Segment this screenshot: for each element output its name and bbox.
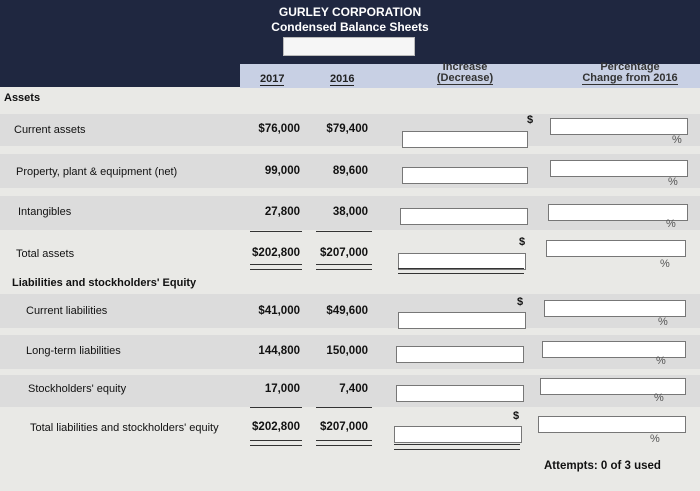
increase-input[interactable] [396, 385, 524, 402]
value-2016: 38,000 [332, 206, 368, 218]
increase-input[interactable] [396, 346, 524, 363]
row-intangibles [0, 196, 700, 230]
percentage-input[interactable] [540, 378, 686, 395]
heading-input[interactable] [283, 37, 415, 56]
row-current-liabilities [0, 294, 700, 328]
attempts-counter: Attempts: 0 of 3 used [544, 460, 661, 472]
row-ppe [0, 154, 700, 188]
row-current-assets [0, 114, 700, 146]
row-label: Total liabilities and stockholders' equity [30, 422, 219, 434]
total-double-underline-2016 [316, 264, 372, 270]
dollar-sign: $ [527, 114, 534, 126]
percent-sign: % [666, 218, 676, 230]
row-label: Long-term liabilities [26, 345, 121, 357]
col-2016: 2016 [330, 73, 355, 85]
percentage-input[interactable] [550, 118, 688, 135]
row-label: Stockholders' equity [28, 383, 127, 395]
value-2017: 27,800 [264, 206, 300, 218]
percent-sign: % [656, 355, 666, 367]
subtotal-underline-2016 [316, 407, 372, 408]
dollar-sign: $ [519, 236, 526, 248]
row-label: Current liabilities [26, 305, 108, 317]
subtotal-underline-2017 [250, 407, 302, 408]
percent-sign: % [654, 392, 664, 404]
statement-title: Condensed Balance Sheets [271, 20, 429, 34]
row-label: Current assets [14, 124, 86, 136]
liabilities-heading: Liabilities and stockholders' Equity [12, 277, 197, 289]
value-2017: $202,800 [252, 247, 300, 259]
company-name: GURLEY CORPORATION [278, 5, 422, 19]
col-increase: Increase (Decrease) [436, 61, 494, 84]
value-2016: $207,000 [320, 421, 368, 433]
total-double-underline-increase [394, 444, 520, 450]
col-2017: 2017 [260, 73, 285, 85]
increase-input[interactable] [398, 312, 526, 329]
percentage-input[interactable] [544, 300, 686, 317]
increase-input[interactable] [394, 426, 522, 443]
row-label: Intangibles [18, 206, 72, 218]
percent-sign: % [672, 134, 682, 146]
total-double-underline-2016 [316, 440, 372, 446]
value-2017: 144,800 [258, 345, 300, 357]
value-2016: $49,600 [326, 305, 368, 317]
increase-input[interactable] [402, 167, 528, 184]
value-2017: $202,800 [252, 421, 300, 433]
value-2016: 7,400 [339, 383, 368, 395]
percent-sign: % [658, 316, 668, 328]
total-double-underline-increase [398, 268, 524, 274]
subtotal-underline-2016 [316, 231, 372, 232]
row-label: Total assets [16, 248, 75, 260]
dollar-sign: $ [513, 410, 520, 422]
row-long-term-liabilities [0, 335, 700, 369]
value-2017: 99,000 [264, 165, 300, 177]
subtotal-underline-2017 [250, 231, 302, 232]
percent-sign: % [660, 258, 670, 270]
value-2016: $79,400 [326, 123, 368, 135]
value-2016: 89,600 [332, 165, 368, 177]
row-stockholders-equity [0, 375, 700, 407]
total-double-underline-2017 [250, 440, 302, 446]
total-double-underline-2017 [250, 264, 302, 270]
dollar-sign: $ [517, 296, 524, 308]
row-label: Property, plant & equipment (net) [16, 166, 178, 178]
percentage-input[interactable] [546, 240, 686, 257]
increase-input[interactable] [400, 208, 528, 225]
assets-heading: Assets [4, 92, 41, 104]
percent-sign: % [668, 176, 678, 188]
value-2017: 17,000 [264, 383, 300, 395]
value-2016: 150,000 [326, 345, 368, 357]
value-2017: $41,000 [258, 305, 300, 317]
percentage-input[interactable] [538, 416, 686, 433]
percentage-input[interactable] [550, 160, 688, 177]
col-percentage: Percentage Change from 2016 [582, 61, 678, 84]
percent-sign: % [650, 433, 660, 445]
value-2016: $207,000 [320, 247, 368, 259]
increase-input[interactable] [402, 131, 528, 148]
value-2017: $76,000 [258, 123, 300, 135]
